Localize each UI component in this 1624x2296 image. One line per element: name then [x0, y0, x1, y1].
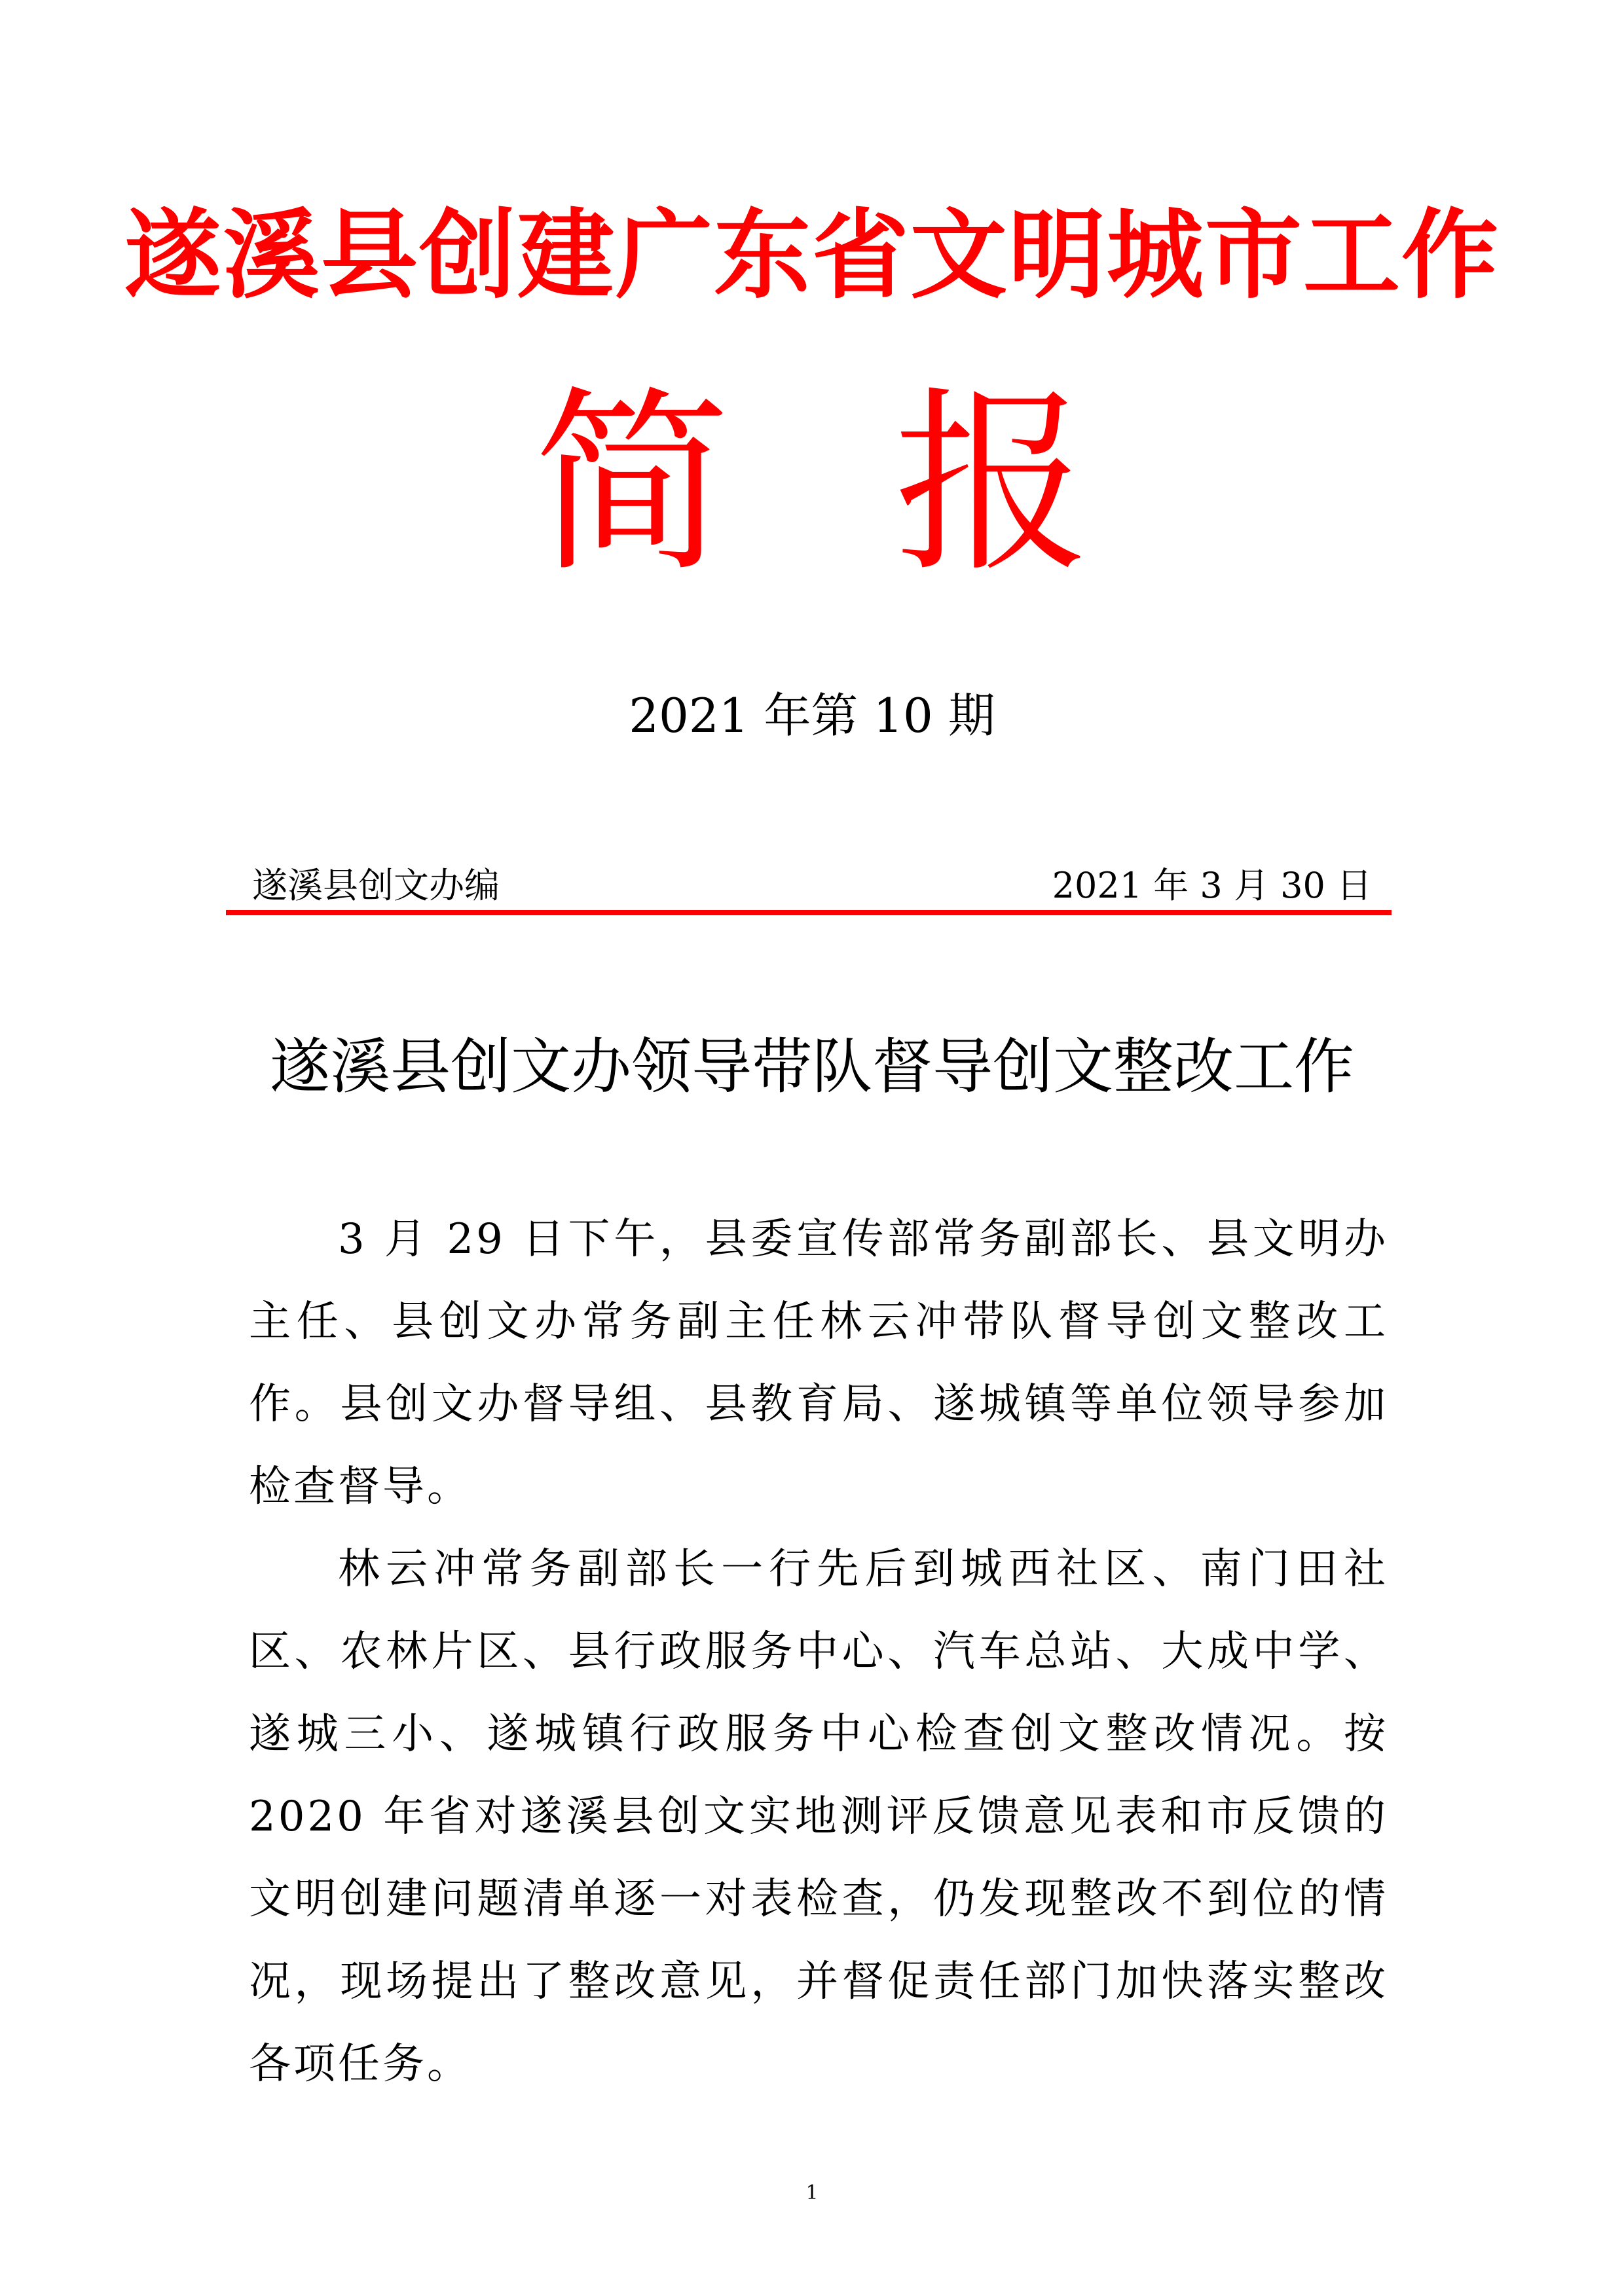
publish-date: 2021 年 3 月 30 日	[1052, 865, 1372, 906]
paragraph: 林云冲常务副部长一行先后到城西社区、南门田社区、农林片区、县行政服务中心、汽车总站、大成中学、遂城三小、遂城镇行政服务中心检查创文整改情况。按 2020 年省对遂溪县创文实地测评反馈意见表和市反馈的文明创建问题清单逐一对表检查，仍发现整改不到位的情况，现场提出了整改意见，并督促责任部门加快落实整改各项任务。	[249, 1545, 1388, 2088]
paragraph: 3 月 29 日下午，县委宣传部常务副部长、县文明办主任、县创文办常务副主任林云冲带队督导创文整改工作。县创文办督导组、县教育局、遂城镇等单位领导参加检查督导。	[249, 1215, 1388, 1511]
article-title: 遂溪县创文办领导带队督导创文整改工作	[269, 1032, 1354, 1102]
page-number: 1	[805, 2181, 819, 2204]
red-divider	[226, 910, 1392, 915]
bulletin-title: 简报	[534, 370, 1254, 598]
org-title: 遂溪县创建广东省文明城市工作	[124, 199, 1500, 312]
publisher: 遂溪县创文办编	[252, 865, 500, 906]
article-body	[249, 1198, 1388, 2105]
publication-meta	[252, 863, 1372, 915]
issue-number: 2021 年第 10 期	[629, 688, 995, 743]
